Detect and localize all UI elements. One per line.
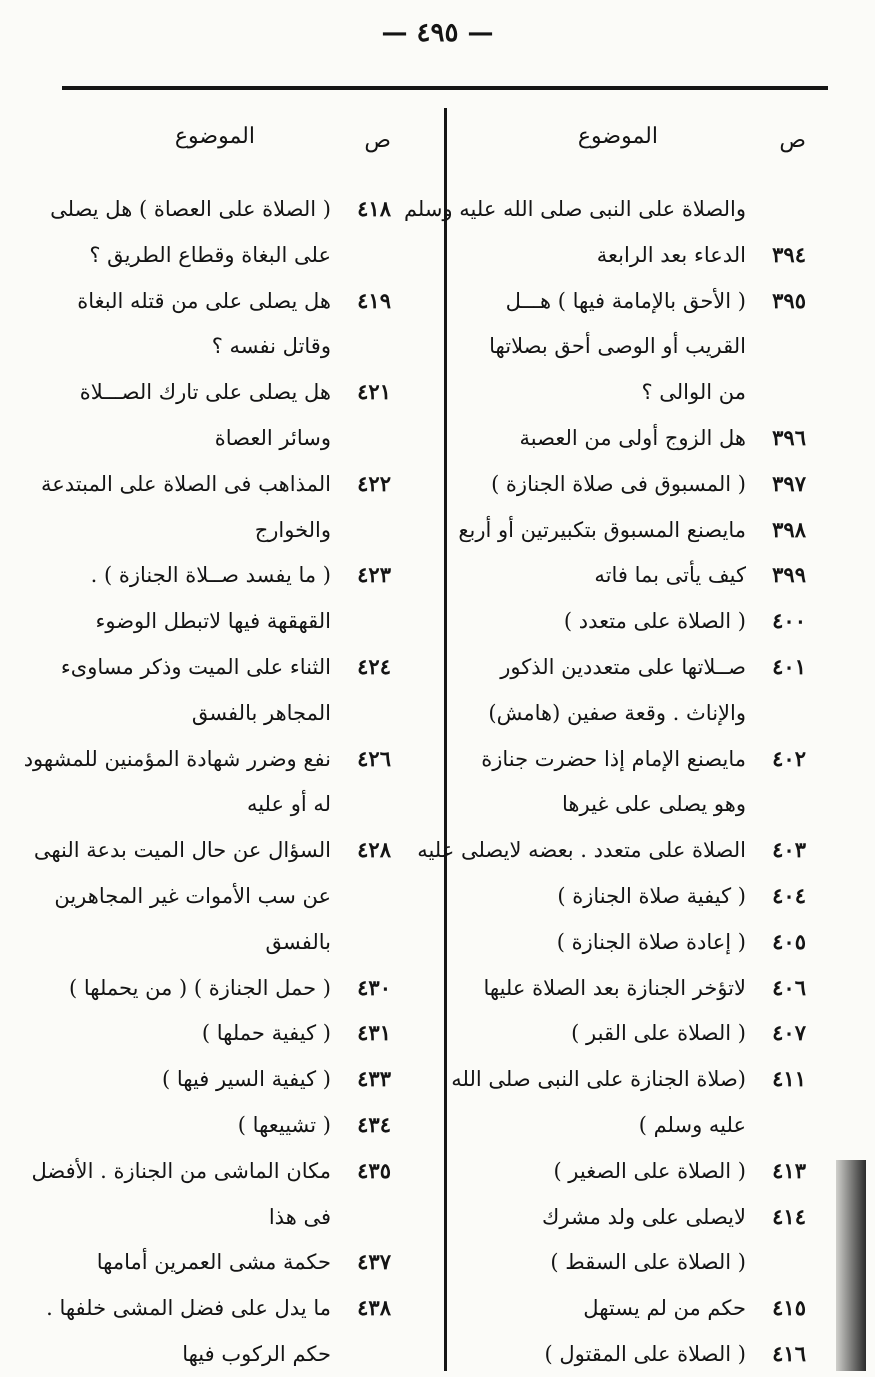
index-line <box>55 781 405 827</box>
index-line <box>55 1010 405 1056</box>
entry-topic: لايصلى على ولد مشرك <box>542 1204 746 1229</box>
header-page: ص <box>364 128 391 153</box>
entry-topic: من الوالى ؟ <box>641 380 746 405</box>
entry-topic: ( حمل الجنازة ) ( من يحملها ) <box>69 975 331 1000</box>
entry-topic: ( الصلاة على متعدد ) <box>563 609 746 634</box>
index-line <box>455 690 820 736</box>
entry-topic: حكم الركوب فيها <box>182 1342 331 1366</box>
index-line <box>55 1239 405 1285</box>
entry-topic: هل الزوج أولى من العصبة <box>519 426 746 450</box>
index-line <box>55 1102 405 1148</box>
entry-topic: ( الصلاة على السقط ) <box>550 1250 746 1275</box>
index-line <box>55 323 405 369</box>
page-edge-shadow <box>836 1160 866 1371</box>
index-line <box>455 552 820 598</box>
entry-topic: والصلاة على النبى صلى الله عليه وسلم <box>403 197 746 221</box>
index-line <box>55 919 405 965</box>
entry-topic: مكان الماشى من الجنازة . الأفضل <box>31 1158 331 1183</box>
entry-page-number: ٤٢٤ <box>357 654 391 679</box>
entry-topic: حكمة مشى العمرين أمامها <box>96 1250 331 1275</box>
entry-page-number: ٤٠٧ <box>772 1020 806 1046</box>
entry-topic: القريب أو الوصى أحق بصلاتها <box>489 334 746 359</box>
index-line <box>55 644 405 690</box>
top-rule <box>62 86 828 90</box>
entry-topic: له أو عليه <box>246 792 331 817</box>
entry-page-number: ٣٩٦ <box>772 425 806 450</box>
entry-page-number: ٤٠٠ <box>772 608 806 634</box>
entry-topic: ( تشييعها ) <box>237 1113 331 1137</box>
entry-topic: مايصنع المسبوق بتكبيرتين أو أربع <box>458 517 746 542</box>
entry-topic: الصلاة على متعدد . بعضه لايصلى عليه <box>417 838 746 863</box>
index-line <box>455 919 820 965</box>
entry-page-number: ٤٠٢ <box>772 745 806 771</box>
entry-topic: حكم من لم يستهل <box>583 1296 746 1321</box>
entry-topic: والإناث . وقعة صفين (هامش) <box>488 700 746 725</box>
index-line <box>41 461 405 507</box>
index-line <box>55 369 405 415</box>
header-topic: الموضوع <box>577 124 658 149</box>
index-line <box>455 644 820 690</box>
entry-page-number: ٤٣٣ <box>357 1066 391 1092</box>
entry-page-number: ٤١٨ <box>357 196 391 221</box>
entry-page-number: ٣٩٩ <box>772 562 806 588</box>
index-line <box>455 507 820 553</box>
index-line <box>455 1102 820 1148</box>
entry-topic: ( ما يفسد صــلاة الجنازة ) . <box>90 563 331 588</box>
entry-page-number: ٤١٦ <box>772 1341 806 1366</box>
entry-page-number: ٤٣٠ <box>357 974 391 1000</box>
entry-topic: لاتؤخر الجنازة بعد الصلاة عليها <box>483 975 746 1000</box>
entry-topic: وقاتل نفسه ؟ <box>211 334 331 359</box>
entry-topic: صــلاتها على متعددين الذكور <box>500 655 746 679</box>
entry-topic: ( الصلاة على العصاة ) هل يصلى <box>50 197 331 221</box>
page-number: — ٤٩٥ — <box>381 18 494 48</box>
index-line <box>455 1010 820 1056</box>
index-line <box>451 1056 820 1102</box>
index-line <box>455 736 820 782</box>
index-line <box>455 1239 820 1285</box>
index-line <box>55 415 405 461</box>
index-line <box>455 278 820 324</box>
entry-topic: السؤال عن حال الميت بدعة النهى <box>33 838 331 863</box>
index-line <box>55 965 405 1011</box>
index-line <box>33 827 405 873</box>
index-line <box>50 186 405 232</box>
entry-page-number: ٤١٩ <box>357 287 391 313</box>
index-line <box>55 552 405 598</box>
column-divider <box>444 108 447 1371</box>
index-line <box>403 186 820 232</box>
entry-page-number: ٤٢٣ <box>357 562 391 588</box>
entry-page-number: ٣٩٥ <box>772 287 806 313</box>
entry-topic: مايصنع الإمام إذا حضرت جنازة <box>481 746 746 771</box>
index-line <box>455 873 820 919</box>
entry-page-number: ٤٣٨ <box>357 1295 391 1321</box>
index-line <box>55 598 405 644</box>
index-line <box>455 415 820 461</box>
entry-page-number: ٣٩٧ <box>772 470 806 496</box>
entry-topic: نفع وضرر شهادة المؤمنين للمشهود <box>23 746 331 771</box>
entry-topic: وهو يصلى على غيرها <box>562 792 746 817</box>
index-line <box>55 278 405 324</box>
entry-page-number: ٤٢١ <box>357 379 391 405</box>
entry-topic: كيف يأتى بما فاته <box>594 563 746 588</box>
entry-topic: ( إعادة صلاة الجنازة ) <box>556 929 746 954</box>
entry-topic: ( كيفية صلاة الجنازة ) <box>557 884 746 908</box>
entry-page-number: ٤١١ <box>772 1066 806 1092</box>
entry-topic: ( المسبوق فى صلاة الجنازة ) <box>491 471 746 496</box>
index-line <box>23 736 405 782</box>
header-page: ص <box>779 128 806 153</box>
entry-topic: وسائر العصاة <box>214 426 331 450</box>
index-line <box>455 1331 820 1377</box>
entry-topic: ( الصلاة على المقتول ) <box>544 1342 746 1366</box>
entry-topic: ( الصلاة على الصغير ) <box>553 1158 746 1183</box>
entry-topic: بالفسق <box>265 929 331 954</box>
entry-topic: على البغاة وقطاع الطريق ؟ <box>89 242 331 267</box>
index-line <box>55 232 405 278</box>
entry-topic: الدعاء بعد الرابعة <box>596 242 746 267</box>
entry-topic: المجاهر بالفسق <box>191 700 331 725</box>
index-line <box>455 965 820 1011</box>
index-line <box>455 369 820 415</box>
entry-page-number: ٤١٣ <box>772 1157 806 1183</box>
entry-topic: هل يصلى على من قتله البغاة <box>77 288 331 313</box>
entry-page-number: ٣٩٨ <box>772 516 806 542</box>
column-header <box>55 124 405 164</box>
entry-topic: الثناء على الميت وذكر مساوىء <box>60 655 331 679</box>
entry-topic: المذاهب فى الصلاة على المبتدعة <box>41 471 331 496</box>
header-topic: الموضوع <box>174 124 255 149</box>
entry-topic: ( كيفية حملها ) <box>201 1021 331 1046</box>
entry-topic: (صلاة الجنازة على النبى صلى الله <box>451 1067 746 1092</box>
entry-page-number: ٤٣١ <box>357 1020 391 1046</box>
entry-topic: عن سب الأموات غير المجاهرين <box>54 884 331 908</box>
index-line <box>455 598 820 644</box>
entry-page-number: ٤٠٣ <box>772 837 806 863</box>
entry-page-number: ٤٠٥ <box>772 928 806 954</box>
entry-page-number: ٤٣٧ <box>357 1249 391 1275</box>
entry-page-number: ٣٩٤ <box>772 241 806 267</box>
index-line <box>31 1148 405 1194</box>
entry-page-number: ٤٣٤ <box>357 1112 391 1137</box>
entry-page-number: ٤٣٥ <box>357 1157 391 1183</box>
index-line <box>55 690 405 736</box>
index-line <box>55 1331 405 1377</box>
index-line <box>455 1285 820 1331</box>
index-line <box>455 781 820 827</box>
entry-topic: فى هذا <box>268 1204 331 1229</box>
index-line <box>455 461 820 507</box>
entry-page-number: ٤٠٤ <box>772 883 806 908</box>
index-line <box>46 1285 405 1331</box>
index-line <box>455 323 820 369</box>
index-line <box>455 232 820 278</box>
entry-topic: والخوارج <box>254 517 331 542</box>
index-line <box>55 1194 405 1240</box>
index-line <box>455 1148 820 1194</box>
entry-topic: ( الأحق بالإمامة فيها ) هـــل <box>505 288 746 313</box>
index-line <box>55 1056 405 1102</box>
entry-topic: القهقهة فيها لاتبطل الوضوء <box>95 609 331 634</box>
entry-page-number: ٤١٥ <box>772 1295 806 1321</box>
entry-topic: ما يدل على فضل المشى خلفها . <box>46 1296 331 1321</box>
column-header <box>455 124 820 164</box>
entry-topic: ( كيفية السير فيها ) <box>162 1067 331 1092</box>
entry-page-number: ٤٠٦ <box>772 974 806 1000</box>
entry-page-number: ٤١٤ <box>772 1203 806 1229</box>
index-line <box>55 873 405 919</box>
entry-topic: هل يصلى على تارك الصـــلاة <box>79 380 331 405</box>
index-line <box>417 827 820 873</box>
index-line <box>455 1194 820 1240</box>
entry-page-number: ٤٢٨ <box>357 837 391 863</box>
entry-page-number: ٤٢٦ <box>357 745 391 771</box>
entry-page-number: ٤٠١ <box>772 654 806 679</box>
index-line <box>55 507 405 553</box>
entry-topic: ( الصلاة على القبر ) <box>571 1021 746 1046</box>
entry-topic: عليه وسلم ) <box>638 1113 746 1137</box>
entry-page-number: ٤٢٢ <box>357 470 391 496</box>
